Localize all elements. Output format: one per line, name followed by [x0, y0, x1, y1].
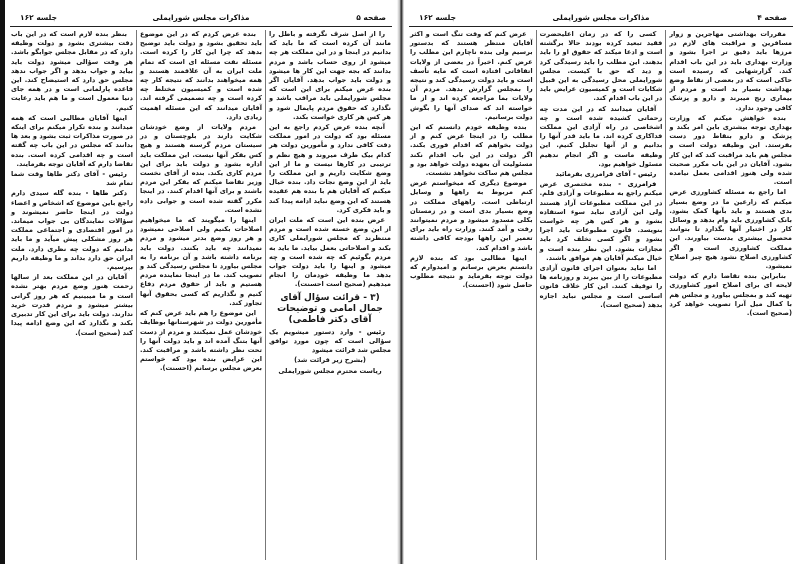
text-column	[537, 30, 667, 560]
paragraph	[540, 170, 663, 179]
text-column	[407, 30, 537, 560]
paragraph-text: آقایان میدانند که در این مدت چه زحماتی کشیده شده است و چه اشخاصی در راه آزادی این مملکت فداکاری کرده اند. ما باید قدر آنها را بدانیم و از آنها تجلیل کنیم. این وظیفه ماست و اگر انجام ندهیم مسئول خواهیم بود.	[539, 104, 663, 168]
header-rule	[409, 26, 793, 27]
paragraph-text: اینها مطالبی بود که بنده لازم دانستم بعرض برسانم و امیدوارم که دولت توجه بفرماید و نتیجه مطلوب حاصل شود (احسنت).	[409, 253, 533, 290]
paragraph-text: بنده عرض کردم که در این موضوع باید تحقیق بشود و دولت باید توضیح بدهد که چرا این کار را کرده است. مسئله نفت مسئله ای است که تمام ملت ایران به آن علاقمند هستند و همه میخواهند بدانند که نتیجه کار چه شده است و کمیسیون مختلط چه کرده است و چه تصمیمی گرفته اند. آقایان میدانند که این مسئله اهمیت زیادی دارد.	[140, 30, 262, 121]
paragraph	[410, 123, 533, 178]
session-number: جلسه ۱۶۲	[419, 13, 456, 22]
speaker-name: فرامرزی -	[618, 180, 657, 189]
page-number: صفحه ۴	[757, 13, 787, 22]
paragraph-text: مقررات بهداشتی مهاجرین و زوار مسافرین و مراقبت های لازم در مرزها باید دقیق تر اجرا بشود و وزارت بهداری باید در این باب اقدام کند. گزارشهایی که رسیده است حاکی است که در بعضی از نقاط وضع بهداشت بسیار بد است و مردم از بیماری رنج میبرند و دارو و پزشک کافی وجود ندارد.	[669, 30, 792, 112]
paragraph-text: کسی را که در زمان اعلیحضرت فقید تبعید کرده بودند حالا برگشته است و ادعا میکند که حقوق او را باید بدهند. این مطلب را باید رسیدگی کرد و دید که حق با کیست. مجلس شورایملی محل رسیدگی به این قبیل شکایات است و کمیسیون عرایض باید در این باب اقدام کند.	[539, 30, 663, 103]
paragraph	[269, 216, 391, 290]
paragraph-text: بنده گله سیدی دارم راجع باین موضوع که اشخاص و اعضاء دولت در اینجا حاضر نمیشوند و سؤالات نمایندگان بی جواب میماند. در امور اقتصادی و اجتماعی مملکت هر روز مشکلی پیش میآید و ما باید بدانیم که دولت چه نظری دارد. ملت ایران حق دارد بداند و ما وظیفه داریم بپرسیم.	[11, 189, 133, 272]
page-header	[10, 13, 392, 25]
paragraph	[11, 273, 133, 337]
paragraph	[410, 254, 533, 291]
paragraph-text: آقایان در این مملکت بعد از سالها زحمت هنوز وضع مردم بهتر نشده است و ما میبینیم که هر روز گرانی بیشتر میشود و مردم قدرت خرید ندارند. دولت باید برای این کار تدبیری بکند و نگذارد که این وضع ادامه پیدا کند (صحیح است).	[11, 273, 133, 337]
paragraph-text: عرض کنم که وقت تنگ است و اکثر آقایان منتظر هستند که بدستور برسیم ولی بنده ناچارم این مطلب را عرض کنم. اخیراً در بعضی از ولایات اتفاقاتی افتاده است که مایه تأسف است و باید دولت رسیدگی کند و نتیجه را بمجلس گزارش بدهد. مردم آن ولایات بما مراجعه کرده اند و از ما خواسته اند که صدای آنها را بگوش دولت برسانیم.	[409, 30, 533, 121]
paragraph	[540, 180, 663, 263]
paragraph	[11, 114, 133, 169]
page-number: صفحه ۵	[356, 13, 386, 22]
speaker-name: دکتر طاها -	[85, 189, 127, 198]
speaker-name: رئیس -	[358, 327, 385, 336]
paragraph-text: بنظر بنده لازم است که در این باب دقت بیشتری بشود و دولت وظیفه دارد که در مقابل مجلس جوابگو باشد. هر وقت سؤالی میشود دولت باید بیاید و جواب بدهد و اگر جواب ندهد مجلس حق دارد که استیضاح کند. این قاعده پارلمانی است و در همه جای دنیا معمول است و ما هم باید رعایت کنیم.	[11, 30, 133, 112]
text-column	[137, 30, 266, 560]
paragraph-text: اما راجع به مسئله کشاورزی عرض میکنم که زارعین ما در وضع بسیار بدی هستند و باید بآنها کمک بشود. بانک کشاورزی باید وام بدهد و وسائل کار در اختیار آنها بگذارد تا بتوانند محصول بیشتری بدست بیاورند. این مملکت کشاورزی است و اگر کشاورزی اصلاح نشود هیچ چیز اصلاح نمیشود.	[669, 188, 792, 271]
paragraph-text: بنابراین بنده تقاضا دارم که دولت لایحه ای برای اصلاح امور کشاورزی تهیه کند و بمجلس بیاورد و مجلس هم با کمال میل آنرا تصویب خواهد کرد (صحیح است).	[669, 272, 792, 318]
note-line: (بشرح زیر قرائت شد)	[294, 356, 366, 365]
paragraph	[410, 30, 533, 122]
paragraph-text: این موضوع را هم باید عرض کنم که مأمورین دولت در شهرستانها بوظایف خودشان عمل نمیکنند و مردم از دست آنها بتنگ آمده اند و باید دولت آنها را تحت نظر داشته باشد و مراقبت کند. این عرایض بنده بود که خواستم بعرض مجلس برسانم (احسنت).	[140, 309, 262, 373]
text-column	[666, 30, 795, 560]
paragraph-text: بنده وظیفه خودم دانستم که این مطلب را در اینجا عرض کنم و از دولت بخواهم که اقدام فوری بکند. اگر دولت در این باب اقدام نکند مسئولیت آن بعهده دولت خواهد بود و مجلس هم ساکت نخواهد نشست.	[409, 123, 533, 178]
paragraph-text: عرض بنده این است که ملت ایران از این وضع خسته شده است و مردم منتظرند که مجلس شورایملی کاری بکند و اصلاحاتی بعمل بیاید. ما باید به مردم بگوئیم که چه شده است و چه میشود و اینها را باید دولت جواب بدهد ما وظیفه خودمان را انجام میدهیم (صحیح است احسنت).	[269, 216, 391, 289]
paragraph	[269, 30, 391, 122]
scan-edge	[0, 0, 5, 564]
note-line: ریاست محترم مجلس شورایملی	[278, 366, 382, 375]
text-column	[266, 30, 394, 560]
paragraph	[11, 170, 133, 188]
paragraph	[140, 309, 262, 373]
text-columns	[8, 30, 394, 560]
section-heading: (۳ - قرائت سؤال آقای جمال امامی و توضیحات آقای دکتر فاطمی)	[277, 292, 383, 325]
text-columns	[407, 30, 795, 560]
paragraph-text: اینها را میگویند که ما میخواهیم اصلاحات بکنیم ولی اصلاحی نمیشود و هر روز وضع بدتر میشود و مردم نمیدانند چه باید بکنند. دولت باید برنامه داشته باشد و آن برنامه را به مجلس بیاورد تا مجلس رسیدگی کند و تصویب کند. ما در اینجا نماینده مردم هستیم و باید از حقوق مردم دفاع کنیم و نگذاریم که کسی بحقوق آنها تجاوز کند.	[140, 216, 262, 307]
paragraph	[269, 328, 391, 356]
header-rule	[10, 26, 392, 27]
paragraph-text: اینها آقایان مطالبی است که همه میدانند و بنده تکرار میکنم برای اینکه در صورت مذاکرات ثبت بشود و بعد ها بدانند که مجلس در این باب چه گفته است و چه اقدامی کرده است. بنده تقاضا دارم که آقایان توجه بفرمایند.	[11, 113, 133, 168]
page-right	[405, 0, 797, 564]
speaker-name: رئیس -	[102, 170, 127, 179]
paragraph-text: آقای دکتر طاها وقت شما تمام شد	[11, 170, 133, 188]
paragraph-text: موضوع دیگری که میخواستم عرض کنم مربوط به راهها و وسایل ارتباطی است. راههای مملکت در وضع بسیار بدی است و در زمستان بکلی مسدود میشود و مردم نمیتوانند رفت و آمد کنند. وزارت راه باید برای تعمیر این راهها بودجه کافی داشته باشد و اقدام کند.	[409, 179, 533, 252]
paragraph	[540, 105, 663, 169]
paragraph	[669, 114, 792, 188]
speaker-name: رئیس -	[633, 170, 657, 179]
paragraph	[410, 179, 533, 253]
paragraph	[669, 188, 792, 271]
paragraph	[269, 123, 391, 215]
paragraph	[11, 189, 133, 272]
paragraph-text: بنده مختصری عرض میکنم راجع به مطبوعات و آزادی قلم. در این مملکت مطبوعات آزاد هستند ولی این آزادی نباید سوء استفاده بشود و هر کس هر چه خواست بنویسد. قانون مطبوعات باید اجرا بشود و اگر کسی تخلف کرد باید مجازات بشود. این نظر بنده است و خیال میکنم آقایان هم موافق باشند.	[539, 180, 663, 262]
paragraph	[11, 30, 133, 113]
paragraph-text: آنچه بنده عرض کردم راجع به این مسئله بود که دولت در امور مملکت دقت کافی ندارد و مأمورین دولت هر کدام بیک طرف میروند و هیچ نظم و ترتیبی در کارها نیست و ما از این وضع شکایت داریم و این مملکت را باید از این وضع نجات داد. بنده خیال میکنم که آقایان هم با بنده هم عقیده هستند که این وضع نباید ادامه پیدا کند و باید فکری کرد.	[269, 123, 391, 214]
paragraph	[540, 264, 663, 310]
publication-title: مذاکرات مجلس شورایملی	[152, 13, 250, 22]
paragraph	[669, 30, 792, 113]
book-spine	[397, 0, 404, 564]
session-number: جلسه ۱۶۲	[20, 13, 57, 22]
publication-title: مذاکرات مجلس شورایملی	[552, 13, 650, 22]
paragraph-text: را از اصل شرف نگرفته و باطل را مانند آن کرده است که ما باید که بدانیم در اینجا و در این مملکت هر چه میشود از روی حساب باشد و مردم بدانند که بجه جهت این کار ها میشود و دولت باید جواب بدهد. آقایان اگر بنده عرض میکنم برای این است که مجلس شورایملی باید مراقب باشد و نگذارد که حقوق مردم پایمال شود و هر کس هر کاری خواست بکند.	[269, 30, 391, 121]
paragraph	[140, 30, 262, 122]
paragraph-text: آقای فرامرزی بفرمائید	[555, 170, 631, 179]
text-column	[8, 30, 137, 560]
page-header	[409, 13, 793, 25]
page-left	[6, 0, 396, 564]
paragraph	[669, 272, 792, 318]
paragraph-text: وارد دستور میشویم یک سؤالی است که چون مورد توافق مجلس شد قرائت میشود	[269, 327, 391, 355]
paragraph	[540, 30, 663, 104]
paragraph	[140, 123, 262, 215]
paragraph	[140, 216, 262, 308]
paragraph-text: مردم ولایات از وضع خودشان شکایت دارند در بلوچستان و در سیستان مردم گرسنه هستند و هیچ کس بفکر آنها نیست. این مملکت باید اداره بشود و دولت باید برای این مردم کاری بکند. بنده از آقای نخست وزیر تقاضا میکنم که بفکر این مردم باشند و برای آنها اقدام کنند. در اینجا مکرر گفته شده است و جوابی داده نشده است.	[140, 123, 262, 214]
paragraph-text: اما نباید بعنوان اجرای قانون آزادی مطبوعات را از بین ببرند و روزنامه ها را توقیف کنند. این کار خلاف قانون اساسی است و مجلس نباید اجازه بدهد (صحیح است).	[539, 264, 663, 309]
paragraph-text: بنده خواهش میکنم که وزارت بهداری توجه بیشتری باین امر بکند و پزشک و دارو بنقاط دور دست بفرستد. این وظیفه دولت است و مجلس هم باید مراقبت کند که این کار بشود. آقایان در این باب مکرر صحبت شده ولی هنوز اقدامی بعمل نیامده است.	[669, 113, 792, 187]
